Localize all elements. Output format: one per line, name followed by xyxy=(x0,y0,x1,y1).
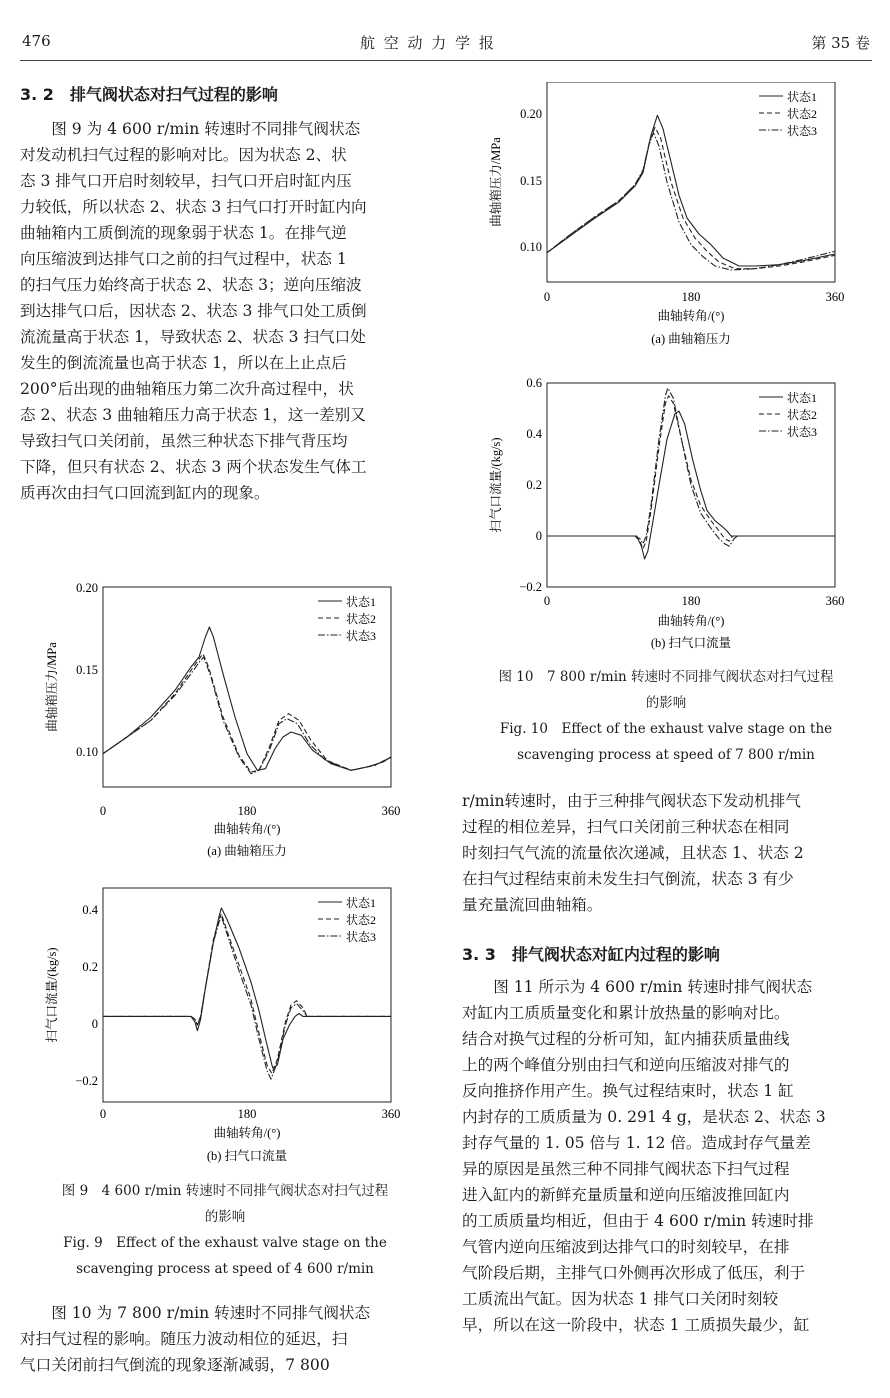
series-layer xyxy=(547,115,835,270)
y-tick-label: 0 xyxy=(91,1017,98,1031)
text-line: 流流量高于状态 1，导致状态 2、状态 3 扫气口处 xyxy=(20,328,366,346)
subfigure-label: (b) 扫气口流量 xyxy=(206,1149,288,1163)
text-line: 过程的相位差异，扫气口关闭前三种状态在相同 xyxy=(462,818,790,836)
section-heading-3-2: 3. 2 排气阀状态对扫气过程的影响 xyxy=(20,85,278,104)
y-tick-label: 0.2 xyxy=(526,478,542,492)
legend-label: 状态1 xyxy=(346,896,377,910)
journal-title: 航 空 动 力 学 报 xyxy=(360,34,496,52)
caption-line: Fig. 9 Effect of the exhaust valve stage on the xyxy=(63,1235,387,1251)
y-tick-label: 0.10 xyxy=(76,745,98,759)
text-line: 反向推挤作用产生。换气过程结束时，状态 1 缸 xyxy=(462,1082,794,1100)
text-line: 时刻扫气气流的流量依次递减，且状态 1、状态 2 xyxy=(462,844,804,862)
plot-frame xyxy=(103,888,391,1102)
text-line: 力较低，所以状态 2、状态 3 扫气口打开时缸内向 xyxy=(20,198,367,216)
text-line: 发生的倒流流量也高于状态 1，所以在上止点后 xyxy=(20,354,347,372)
chart-fig10a xyxy=(484,82,854,352)
paragraph-fig10-continued xyxy=(462,788,872,918)
header-rule xyxy=(20,60,872,61)
text-line: 气管内逆向压缩波到达排气口的时刻较早，在排 xyxy=(462,1238,790,1256)
plot-frame xyxy=(547,82,835,282)
text-line: 图 11 所示为 4 600 r/min 转速时排气阀状态 xyxy=(462,978,813,996)
subfigure-label: (a) 曲轴箱压力 xyxy=(651,332,731,346)
y-tick-label: 0.20 xyxy=(520,107,542,121)
series-line-1 xyxy=(103,627,391,770)
text-line: 到达排气口后，因状态 2、状态 3 排气口处工质倒 xyxy=(20,302,367,320)
text-line: 导致扫气口关闭前，虽然三种状态下排气背压均 xyxy=(20,432,348,450)
paragraph-fig10-intro xyxy=(20,1300,430,1378)
x-tick-label: 360 xyxy=(381,804,401,818)
caption-line: 图 9 4 600 r/min 转速时不同排气阀状态对扫气过程 xyxy=(61,1183,389,1199)
y-tick-label: 0.4 xyxy=(526,427,542,441)
page-number: 476 xyxy=(22,32,51,50)
series-line-2 xyxy=(547,127,835,268)
x-tick-label: 0 xyxy=(543,594,551,608)
caption-line: scavenging process at speed of 7 800 r/min xyxy=(517,747,815,763)
x-tick-label: 180 xyxy=(237,804,257,818)
series-line-3 xyxy=(103,657,391,774)
legend-label: 状态1 xyxy=(346,595,377,609)
y-tick-label: 0.15 xyxy=(520,174,542,188)
text-line: 内封存的工质质量为 0. 291 4 g，是状态 2、状态 3 xyxy=(462,1108,826,1126)
text-line: 进入缸内的新鲜充量质量和逆向压缩波推回缸内 xyxy=(462,1186,790,1204)
text-line: 上的两个峰值分别由扫气和逆向压缩波对排气的 xyxy=(462,1056,790,1074)
y-axis-label: 扫气口流量/(kg/s) xyxy=(489,437,503,533)
x-tick-label: 180 xyxy=(237,1107,257,1121)
y-tick-label: 0.2 xyxy=(82,960,98,974)
x-tick-label: 0 xyxy=(99,804,107,818)
x-axis-label: 曲轴转角/(°) xyxy=(657,309,725,323)
text-line: 的扫气压力始终高于状态 2、状态 3；逆向压缩波 xyxy=(20,276,362,294)
x-axis-label: 曲轴转角/(°) xyxy=(213,1126,281,1140)
series-line-3 xyxy=(547,133,835,270)
y-tick-label: 0.4 xyxy=(82,903,98,917)
text-line: 向压缩波到达排气口之前的扫气过程中，状态 1 xyxy=(20,250,347,268)
plot-frame xyxy=(103,587,391,787)
caption-line: Fig. 10 Effect of the exhaust valve stage on the xyxy=(499,721,833,737)
text-line: 气口关闭前扫气倒流的现象逐渐减弱，7 800 xyxy=(20,1356,330,1374)
x-tick-label: 0 xyxy=(99,1107,107,1121)
text-line: 异的原因是虽然三种不同排气阀状态下扫气过程 xyxy=(462,1160,790,1178)
text-line: 量充量流回曲轴箱。 xyxy=(462,896,603,914)
y-tick-label: 0 xyxy=(535,529,542,543)
text-line: r/min转速时，由于三种排气阀状态下发动机排气 xyxy=(462,792,801,810)
text-line: 对缸内工质质量变化和累计放热量的影响对比。 xyxy=(462,1004,790,1022)
text-line: 工质流出气缸。因为状态 1 排气口关闭时刻较 xyxy=(462,1290,779,1308)
caption-line: 的影响 xyxy=(645,695,687,711)
chart-fig9a xyxy=(40,575,410,865)
figure-9-caption xyxy=(20,1178,430,1282)
x-tick-label: 360 xyxy=(381,1107,401,1121)
legend-label: 状态2 xyxy=(787,107,818,121)
text-line: 图 10 为 7 800 r/min 转速时不同排气阀状态 xyxy=(20,1304,371,1322)
caption-line: scavenging process at speed of 4 600 r/min xyxy=(76,1261,374,1277)
text-line: 图 9 为 4 600 r/min 转速时不同排气阀状态 xyxy=(20,120,361,138)
y-tick-label: 0.6 xyxy=(526,376,542,390)
legend-label: 状态2 xyxy=(346,612,377,626)
y-tick-label: −0.2 xyxy=(75,1074,98,1088)
volume-label: 第 35 卷 xyxy=(811,34,870,52)
legend-label: 状态3 xyxy=(346,629,377,643)
legend-label: 状态3 xyxy=(787,425,818,439)
y-axis-label: 扫气口流量/(kg/s) xyxy=(45,947,59,1043)
subfigure-label: (b) 扫气口流量 xyxy=(650,636,732,650)
chart-fig9b xyxy=(40,880,410,1170)
legend-label: 状态1 xyxy=(787,391,818,405)
chart-fig10b xyxy=(484,375,854,655)
paragraph-cylinder-process xyxy=(462,974,872,1338)
text-line: 结合对换气过程的分析可知，缸内捕获质量曲线 xyxy=(462,1030,790,1048)
x-tick-label: 0 xyxy=(543,290,551,304)
y-tick-label: 0.10 xyxy=(520,240,542,254)
x-axis-label: 曲轴转角/(°) xyxy=(657,614,725,628)
chart-legend xyxy=(318,594,376,643)
text-line: 对发动机扫气过程的影响对比。因为状态 2、状 xyxy=(20,146,347,164)
text-line: 在扫气过程结束前未发生扫气倒流，状态 3 有少 xyxy=(462,870,794,888)
text-line: 下降，但只有状态 2、状态 3 两个状态发生气体工 xyxy=(20,458,367,476)
y-axis-label: 曲轴箱压力/MPa xyxy=(45,642,59,732)
text-line: 气阶段后期，主排气口外侧再次形成了低压，利于 xyxy=(462,1264,806,1282)
text-line: 态 3 排气口开启时刻较早，扫气口开启时缸内压 xyxy=(20,172,352,190)
legend-label: 状态3 xyxy=(346,930,377,944)
x-axis-label: 曲轴转角/(°) xyxy=(213,822,281,836)
legend-label: 状态3 xyxy=(787,124,818,138)
x-tick-label: 360 xyxy=(825,594,845,608)
chart-legend xyxy=(759,390,817,439)
y-tick-label: 0.20 xyxy=(76,581,98,595)
y-tick-label: −0.2 xyxy=(519,580,542,594)
chart-legend xyxy=(759,89,817,138)
x-tick-label: 180 xyxy=(681,290,701,304)
text-line: 200°后出现的曲轴箱压力第二次升高过程中，状 xyxy=(20,380,354,398)
y-axis-label: 曲轴箱压力/MPa xyxy=(489,137,503,227)
x-tick-label: 360 xyxy=(825,290,845,304)
y-tick-label: 0.15 xyxy=(76,663,98,677)
figure-10-caption xyxy=(460,664,872,768)
legend-label: 状态2 xyxy=(346,913,377,927)
legend-label: 状态1 xyxy=(787,90,818,104)
text-line: 早，所以在这一阶段中，状态 1 工质损失最少，缸 xyxy=(462,1316,810,1334)
legend-label: 状态2 xyxy=(787,408,818,422)
text-line: 质再次由扫气口回流到缸内的现象。 xyxy=(20,484,270,502)
x-tick-label: 180 xyxy=(681,594,701,608)
text-line: 封存气量的 1. 05 倍与 1. 12 倍。造成封存气量差 xyxy=(462,1134,811,1152)
text-line: 曲轴箱内工质倒流的现象弱于状态 1。在排气逆 xyxy=(20,224,347,242)
text-line: 对扫气过程的影响。随压力波动相位的延迟，扫 xyxy=(20,1330,348,1348)
paragraph-fig9-discussion xyxy=(20,116,430,506)
chart-legend xyxy=(318,895,376,944)
subfigure-label: (a) 曲轴箱压力 xyxy=(207,844,287,858)
caption-line: 图 10 7 800 r/min 转速时不同排气阀状态对扫气过程 xyxy=(498,669,834,685)
plot-frame xyxy=(547,383,835,587)
caption-line: 的影响 xyxy=(204,1209,246,1225)
text-line: 态 2、状态 3 曲轴箱压力高于状态 1，这一差别又 xyxy=(20,406,366,424)
text-line: 的工质质量均相近，但由于 4 600 r/min 转速时排 xyxy=(462,1212,814,1230)
series-layer xyxy=(103,627,391,774)
section-heading-3-3: 3. 3 排气阀状态对缸内过程的影响 xyxy=(462,945,720,964)
